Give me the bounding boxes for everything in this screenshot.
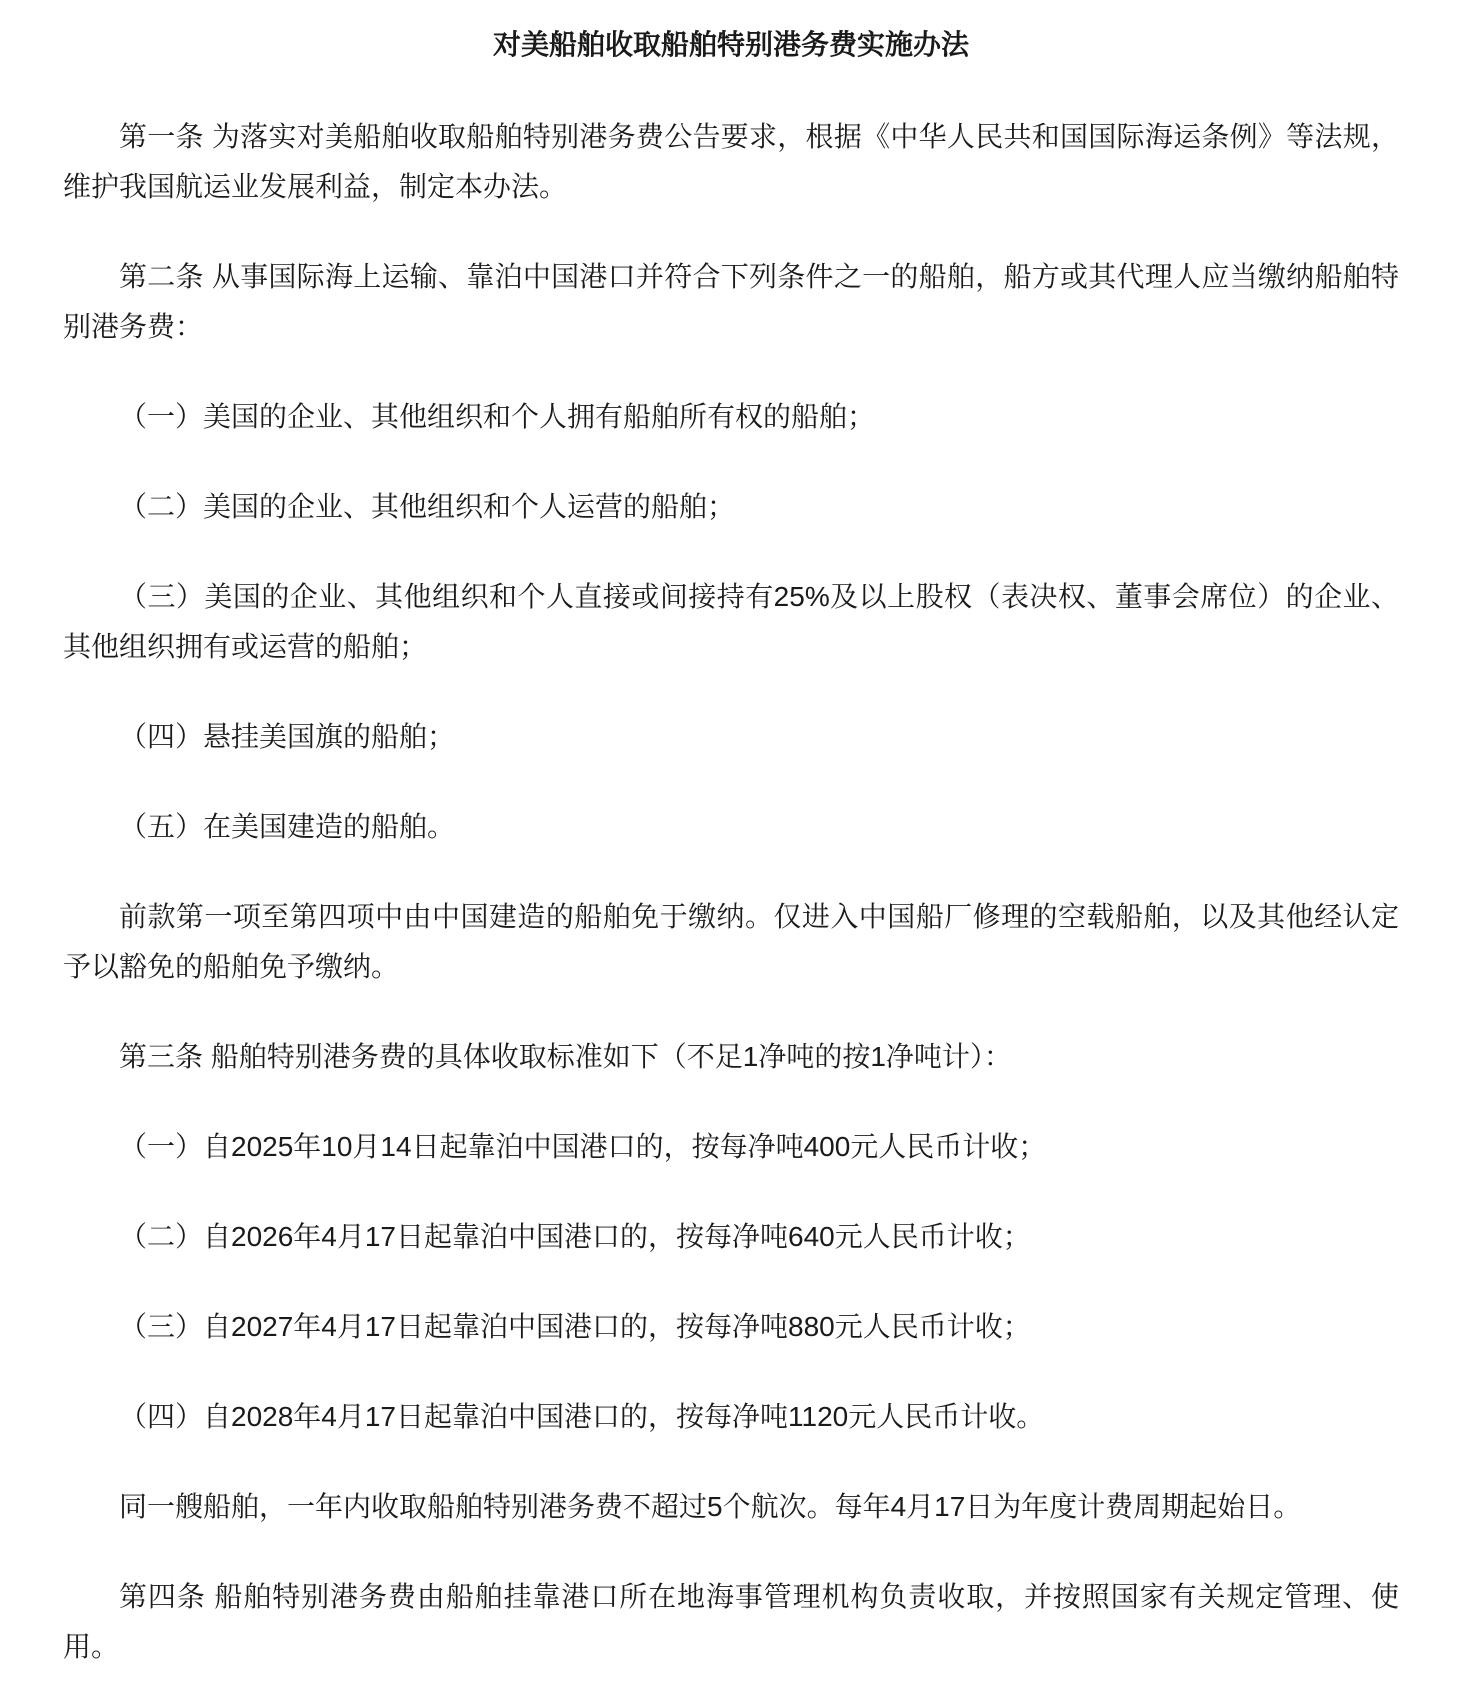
article-2-item-1: （一）美国的企业、其他组织和个人拥有船舶所有权的船舶； <box>119 401 876 432</box>
article-2-item-2: （二）美国的企业、其他组织和个人运营的船舶； <box>119 491 736 522</box>
article-3-item-3: （三）自2027年4月17日起靠泊中国港口的，按每净吨880元人民币计收； <box>119 1311 1031 1342</box>
article-2-item-3: （三）美国的企业、其他组织和个人直接或间接持有25%及以上股权（表决权、董事会席位）的企业、其他组织拥有或运营的船舶； <box>63 581 1399 662</box>
article-2-item-4: （四）悬挂美国旗的船舶； <box>119 721 456 752</box>
article-3-item-2: （二）自2026年4月17日起靠泊中国港口的，按每净吨640元人民币计收； <box>119 1221 1031 1252</box>
article-2-item-5: （五）在美国建造的船舶。 <box>119 811 456 842</box>
article-3-item-1: （一）自2025年10月14日起靠泊中国港口的，按每净吨400元人民币计收； <box>119 1131 1047 1162</box>
article-4-paragraph: 第四条 船舶特别港务费由船舶挂靠港口所在地海事管理机构负责收取，并按照国家有关规定管理、使用。 <box>63 1581 1399 1662</box>
article-2-exemption-paragraph: 前款第一项至第四项中由中国建造的船舶免于缴纳。仅进入中国船厂修理的空载船舶，以及其他经认定予以豁免的船舶免予缴纳。 <box>63 901 1399 982</box>
voyage-limit-paragraph: 同一艘船舶，一年内收取船舶特别港务费不超过5个航次。每年4月17日为年度计费周期起始日。 <box>119 1491 1302 1522</box>
document-title: 对美船舶收取船舶特别港务费实施办法 <box>492 29 969 60</box>
article-1-paragraph: 第一条 为落实对美船舶收取船舶特别港务费公告要求，根据《中华人民共和国国际海运条例》等法规，维护我国航运业发展利益，制定本办法。 <box>63 121 1399 202</box>
article-3-item-4: （四）自2028年4月17日起靠泊中国港口的，按每净吨1120元人民币计收。 <box>119 1401 1045 1432</box>
article-3-intro-paragraph: 第三条 船舶特别港务费的具体收取标准如下（不足1净吨的按1净吨计）： <box>119 1041 1012 1072</box>
article-2-intro-paragraph: 第二条 从事国际海上运输、靠泊中国港口并符合下列条件之一的船舶，船方或其代理人应当缴纳船舶特别港务费： <box>63 261 1399 342</box>
